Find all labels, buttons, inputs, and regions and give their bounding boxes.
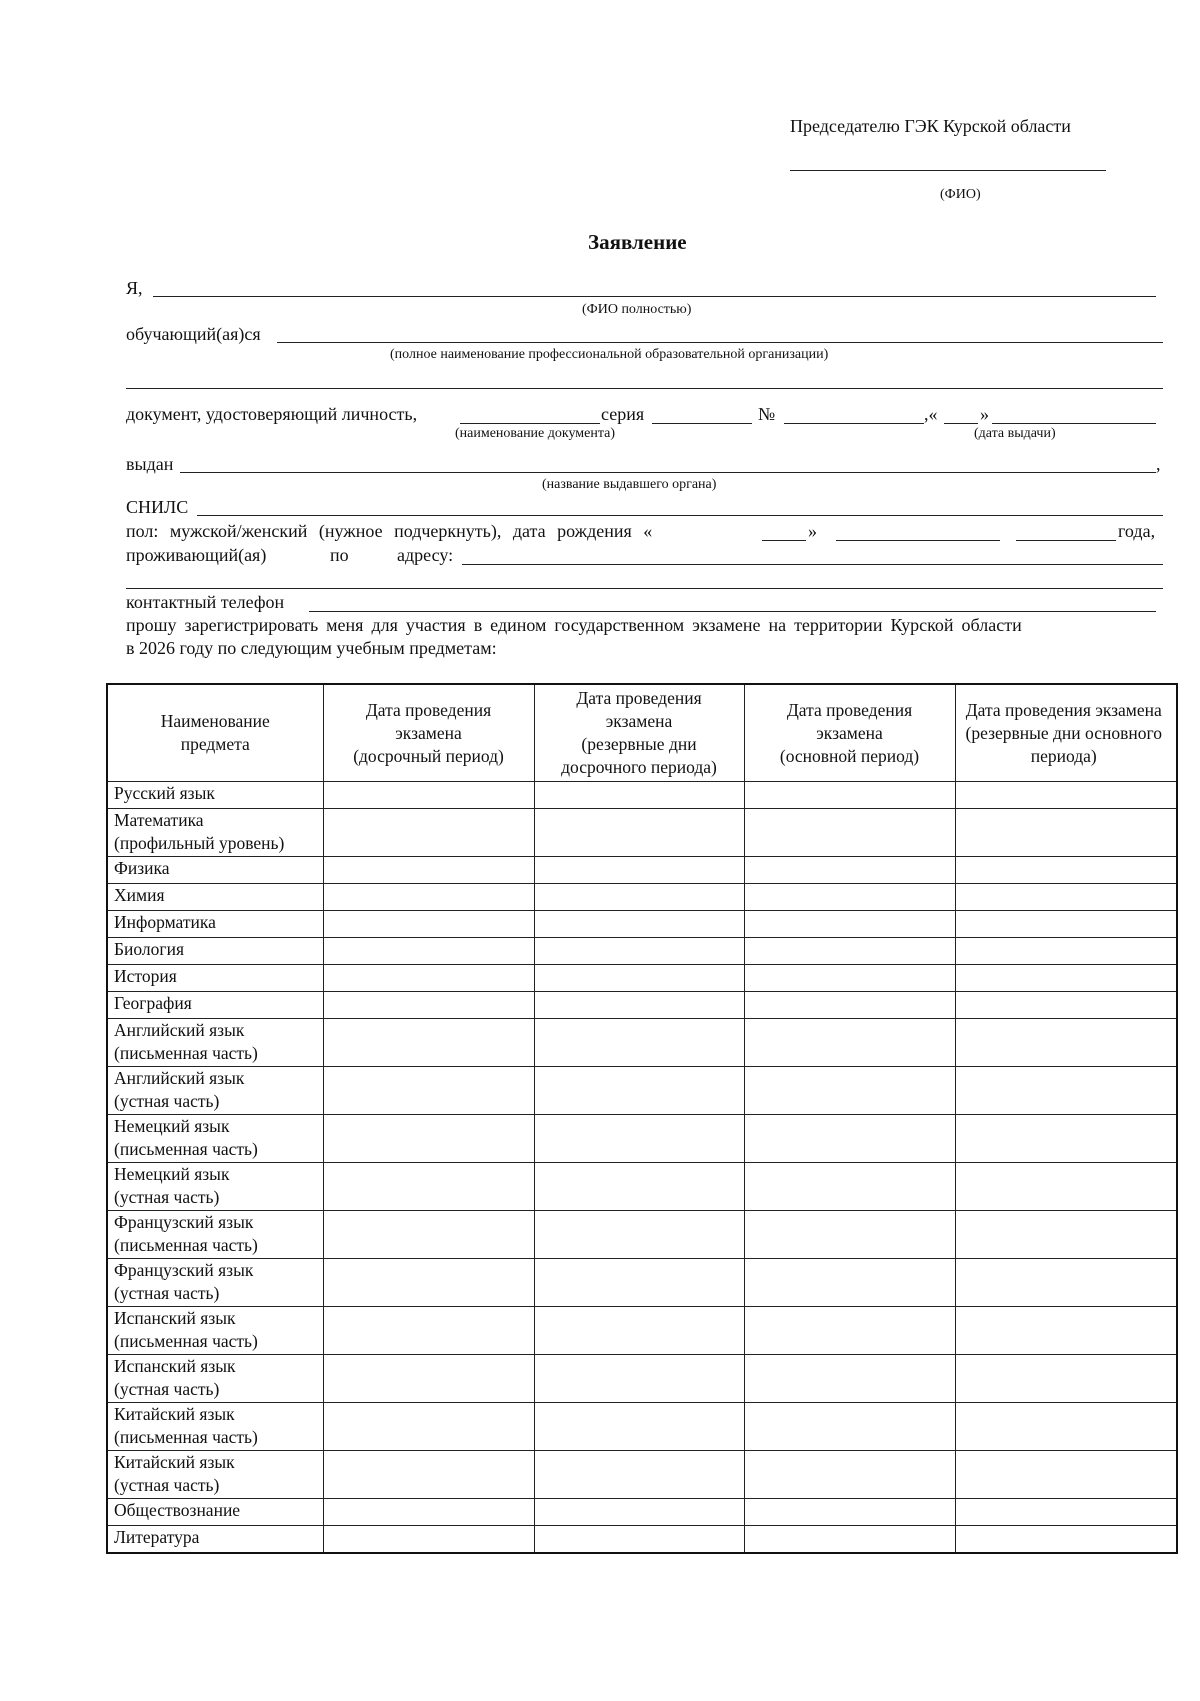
exam-date-cell[interactable] (744, 1163, 955, 1211)
column-header-1 (107, 684, 323, 782)
exam-date-cell[interactable] (744, 1499, 955, 1526)
subject-name-line: (письменная часть) (114, 1331, 258, 1351)
subject-name-cell (107, 1067, 323, 1115)
exam-date-cell[interactable] (744, 1067, 955, 1115)
residing-label: проживающий(ая) (126, 545, 267, 565)
exam-date-cell[interactable] (744, 1355, 955, 1403)
request-line-2: в 2026 году по следующим учебным предметам: (126, 638, 497, 658)
exam-date-cell[interactable] (955, 1019, 1177, 1067)
column-header-line: (резервные дни основного (965, 722, 1162, 743)
subject-name-cell (107, 1211, 323, 1259)
exam-date-cell[interactable] (323, 1259, 534, 1307)
exam-date-cell[interactable] (534, 1115, 744, 1163)
exam-date-cell[interactable] (323, 1211, 534, 1259)
exam-date-cell[interactable] (323, 938, 534, 965)
exam-date-cell[interactable] (323, 782, 534, 809)
exam-date-cell[interactable] (323, 1451, 534, 1499)
exam-date-cell[interactable] (534, 809, 744, 857)
subject-name-line: Немецкий язык (114, 1164, 230, 1184)
subject-name-line: Французский язык (114, 1212, 254, 1232)
exam-date-cell[interactable] (323, 1067, 534, 1115)
exam-date-cell[interactable] (534, 1403, 744, 1451)
subject-name-cell (107, 884, 323, 911)
subject-name-cell (107, 782, 323, 809)
exam-date-cell[interactable] (955, 1067, 1177, 1115)
table-row (107, 1355, 1177, 1403)
column-header-line: Дата проведения (786, 699, 913, 720)
exam-date-cell[interactable] (323, 1307, 534, 1355)
subject-name-cell (107, 1403, 323, 1451)
table-row (107, 1259, 1177, 1307)
ya-label: Я, (126, 278, 143, 298)
exam-date-cell[interactable] (534, 1019, 744, 1067)
exam-date-cell[interactable] (955, 1307, 1177, 1355)
page-title: Заявление (588, 230, 687, 254)
column-header-line: Дата проведения (576, 688, 702, 708)
exam-date-cell[interactable] (534, 884, 744, 911)
subject-name-line: Немецкий язык (114, 1116, 230, 1136)
exam-date-cell[interactable] (955, 965, 1177, 992)
issue-day-field[interactable] (944, 423, 978, 424)
exam-date-cell[interactable] (323, 1019, 534, 1067)
exam-date-cell[interactable] (744, 884, 955, 911)
exam-date-cell[interactable] (534, 965, 744, 992)
exam-date-cell[interactable] (744, 938, 955, 965)
exam-date-cell[interactable] (744, 809, 955, 857)
table-row (107, 809, 1177, 857)
subject-name-line: Китайский язык (114, 1452, 235, 1472)
subject-name-line: (письменная часть) (114, 1235, 258, 1255)
exam-date-cell[interactable] (744, 1211, 955, 1259)
document-caption: (наименование документа) (455, 426, 616, 441)
document-label: документ, удостоверяющий личность, (126, 404, 418, 424)
subject-name-line: Математика (114, 810, 204, 830)
snils-label: СНИЛС (126, 497, 189, 517)
column-header-line: экзамена (395, 722, 462, 743)
subject-name-line: Испанский язык (114, 1308, 236, 1328)
column-header-2 (323, 684, 534, 782)
issued-comma: , (1156, 454, 1161, 474)
document-name-field[interactable] (460, 423, 600, 424)
address-field-line2[interactable] (126, 588, 1163, 589)
table-row (107, 1019, 1177, 1067)
exam-date-cell[interactable] (744, 782, 955, 809)
exam-date-cell[interactable] (744, 1259, 955, 1307)
subject-name-line: (устная часть) (114, 1187, 220, 1207)
table-row (107, 1307, 1177, 1355)
po-label: по (330, 545, 349, 565)
table-row (107, 1211, 1177, 1259)
subject-name-line: Обществознание (114, 1500, 241, 1520)
addressee-fio-field[interactable] (790, 170, 1106, 171)
exam-date-cell[interactable] (955, 1211, 1177, 1259)
subject-name-line: География (114, 993, 192, 1013)
subject-name-cell (107, 1019, 323, 1067)
series-field[interactable] (652, 423, 752, 424)
subject-name-cell (107, 1451, 323, 1499)
subject-name-line: Английский язык (114, 1020, 245, 1040)
exam-date-cell[interactable] (323, 1499, 534, 1526)
subject-name-line: (письменная часть) (114, 1139, 258, 1159)
number-label: № (758, 404, 776, 424)
exam-date-cell[interactable] (323, 884, 534, 911)
subject-name-cell (107, 1307, 323, 1355)
issue-date-close: » (980, 404, 989, 424)
issuer-caption: (название выдавшего органа) (542, 477, 717, 492)
subject-name-line: Китайский язык (114, 1404, 235, 1424)
column-header-line: досрочного периода) (561, 757, 717, 777)
table-row (107, 782, 1177, 809)
table-header-row (107, 684, 1177, 782)
subject-name-line: Французский язык (114, 1260, 254, 1280)
column-header-line: предмета (180, 734, 250, 754)
table-row (107, 1067, 1177, 1115)
subject-name-cell (107, 992, 323, 1019)
table-row (107, 884, 1177, 911)
request-line-1: прошу зарегистрировать меня для участия в едином государственном экзамене на территории Курской области (126, 615, 1022, 635)
exam-date-cell[interactable] (323, 1115, 534, 1163)
year-suffix: года, (1118, 521, 1156, 541)
exam-date-cell[interactable] (955, 884, 1177, 911)
organization-caption: (полное наименование профессиональной образовательной организации) (390, 347, 829, 362)
organization-field[interactable] (277, 342, 1163, 343)
subject-name-cell (107, 809, 323, 857)
exam-date-cell[interactable] (534, 1211, 744, 1259)
subject-name-line: Английский язык (114, 1068, 245, 1088)
issue-date-open: ,« (924, 404, 938, 424)
table-row (107, 911, 1177, 938)
fio-caption: (ФИО полностью) (582, 302, 692, 317)
subject-name-line: Информатика (114, 912, 216, 932)
exam-date-cell[interactable] (955, 992, 1177, 1019)
subject-name-cell (107, 1115, 323, 1163)
subject-name-line: (профильный уровень) (114, 833, 285, 853)
subjects-table (106, 683, 1178, 1554)
exam-date-cell[interactable] (534, 1499, 744, 1526)
subject-name-cell (107, 1355, 323, 1403)
addressee-fio-caption: (ФИО) (940, 187, 981, 202)
exam-date-cell[interactable] (323, 1526, 534, 1554)
phone-label: контактный телефон (126, 592, 285, 612)
exam-date-cell[interactable] (744, 1019, 955, 1067)
subject-name-line: Русский язык (114, 783, 215, 803)
column-header-3 (534, 684, 744, 782)
column-header-line: периода) (1030, 745, 1097, 766)
exam-date-cell[interactable] (955, 782, 1177, 809)
table-row (107, 992, 1177, 1019)
exam-date-cell[interactable] (534, 1526, 744, 1554)
exam-date-cell[interactable] (534, 1067, 744, 1115)
subject-name-line: (письменная часть) (114, 1043, 258, 1063)
exam-date-cell[interactable] (323, 1355, 534, 1403)
subject-name-line: (устная часть) (114, 1283, 220, 1303)
exam-date-cell[interactable] (534, 1259, 744, 1307)
exam-date-cell[interactable] (744, 965, 955, 992)
birth-month-field[interactable] (836, 540, 1000, 541)
subject-name-cell (107, 938, 323, 965)
column-header-4 (744, 684, 955, 782)
exam-date-cell[interactable] (744, 1115, 955, 1163)
subject-name-line: Физика (114, 858, 170, 878)
exam-date-cell[interactable] (534, 1451, 744, 1499)
exam-date-cell[interactable] (744, 1307, 955, 1355)
exam-date-cell[interactable] (534, 1163, 744, 1211)
exam-date-cell[interactable] (534, 938, 744, 965)
issued-label: выдан (126, 454, 174, 474)
student-label: обучающий(ая)ся (126, 324, 261, 344)
exam-date-cell[interactable] (534, 857, 744, 884)
column-header-line: Дата проведения (365, 699, 492, 720)
column-header-line: (основной период) (779, 745, 920, 766)
fio-field[interactable] (153, 296, 1156, 297)
birth-date-close: » (808, 521, 817, 541)
subject-name-line: (устная часть) (114, 1091, 220, 1111)
number-field[interactable] (784, 423, 924, 424)
exam-date-cell[interactable] (955, 1451, 1177, 1499)
addressee-line: Председателю ГЭК Курской области (790, 116, 1071, 136)
exam-date-cell[interactable] (955, 1499, 1177, 1526)
exam-date-cell[interactable] (955, 1115, 1177, 1163)
birth-day-field[interactable] (762, 540, 806, 541)
subject-name-cell (107, 857, 323, 884)
subject-name-cell (107, 1526, 323, 1554)
subject-name-cell (107, 1259, 323, 1307)
subject-name-line: Литература (114, 1527, 200, 1547)
exam-date-cell[interactable] (323, 1403, 534, 1451)
subject-name-line: (устная часть) (114, 1379, 220, 1399)
subject-name-cell (107, 1499, 323, 1526)
exam-date-cell[interactable] (955, 911, 1177, 938)
exam-date-cell[interactable] (744, 1451, 955, 1499)
subject-name-line: История (114, 966, 177, 986)
table-row (107, 1526, 1177, 1554)
exam-date-cell[interactable] (323, 965, 534, 992)
snils-field[interactable] (197, 515, 1163, 516)
column-header-line: (досрочный период) (353, 745, 504, 766)
subject-name-cell (107, 911, 323, 938)
column-header-line: Наименование (160, 711, 270, 731)
birth-year-field[interactable] (1016, 540, 1116, 541)
subject-name-line: Биология (114, 939, 185, 959)
subject-name-line: (устная часть) (114, 1475, 220, 1495)
table-row (107, 857, 1177, 884)
exam-date-cell[interactable] (955, 1259, 1177, 1307)
exam-date-cell[interactable] (323, 857, 534, 884)
exam-date-cell[interactable] (534, 782, 744, 809)
exam-date-cell[interactable] (744, 992, 955, 1019)
table-row (107, 965, 1177, 992)
issue-month-year-field[interactable] (992, 423, 1156, 424)
subject-name-cell (107, 965, 323, 992)
exam-date-cell[interactable] (955, 1403, 1177, 1451)
exam-date-cell[interactable] (323, 1163, 534, 1211)
column-header-5 (955, 684, 1177, 782)
exam-date-cell[interactable] (744, 1403, 955, 1451)
address-field[interactable] (462, 564, 1163, 565)
phone-field[interactable] (309, 611, 1156, 612)
exam-date-cell[interactable] (323, 911, 534, 938)
table-row (107, 1451, 1177, 1499)
exam-date-cell[interactable] (534, 1307, 744, 1355)
table-row (107, 1163, 1177, 1211)
exam-date-cell[interactable] (534, 911, 744, 938)
column-header-line: экзамена (605, 711, 673, 731)
exam-date-cell[interactable] (744, 1526, 955, 1554)
exam-date-cell[interactable] (323, 809, 534, 857)
exam-date-cell[interactable] (955, 1163, 1177, 1211)
exam-date-cell[interactable] (955, 938, 1177, 965)
table-row (107, 1499, 1177, 1526)
table-row (107, 1403, 1177, 1451)
subject-name-line: Испанский язык (114, 1356, 236, 1376)
subject-name-cell (107, 1163, 323, 1211)
column-header-line: экзамена (816, 722, 883, 743)
exam-date-cell[interactable] (744, 911, 955, 938)
address-label: адресу: (397, 545, 454, 565)
issuer-field[interactable] (180, 472, 1156, 473)
exam-date-cell[interactable] (955, 809, 1177, 857)
exam-date-cell[interactable] (534, 992, 744, 1019)
series-label: серия (601, 404, 645, 424)
table-row (107, 938, 1177, 965)
exam-date-cell[interactable] (534, 1355, 744, 1403)
subject-name-line: Химия (114, 885, 165, 905)
exam-date-cell[interactable] (955, 1526, 1177, 1554)
exam-date-cell[interactable] (955, 857, 1177, 884)
exam-date-cell[interactable] (323, 992, 534, 1019)
exam-date-cell[interactable] (744, 857, 955, 884)
table-row (107, 1115, 1177, 1163)
exam-date-cell[interactable] (955, 1355, 1177, 1403)
issue-date-caption: (дата выдачи) (974, 426, 1056, 441)
gender-text: пол: мужской/женский (нужное подчеркнуть), дата рождения « (126, 521, 653, 541)
column-header-line: (резервные дни (581, 734, 697, 754)
column-header-line: Дата проведения экзамена (965, 699, 1162, 720)
subject-name-line: (письменная часть) (114, 1427, 258, 1447)
organization-field-line2[interactable] (126, 388, 1163, 389)
